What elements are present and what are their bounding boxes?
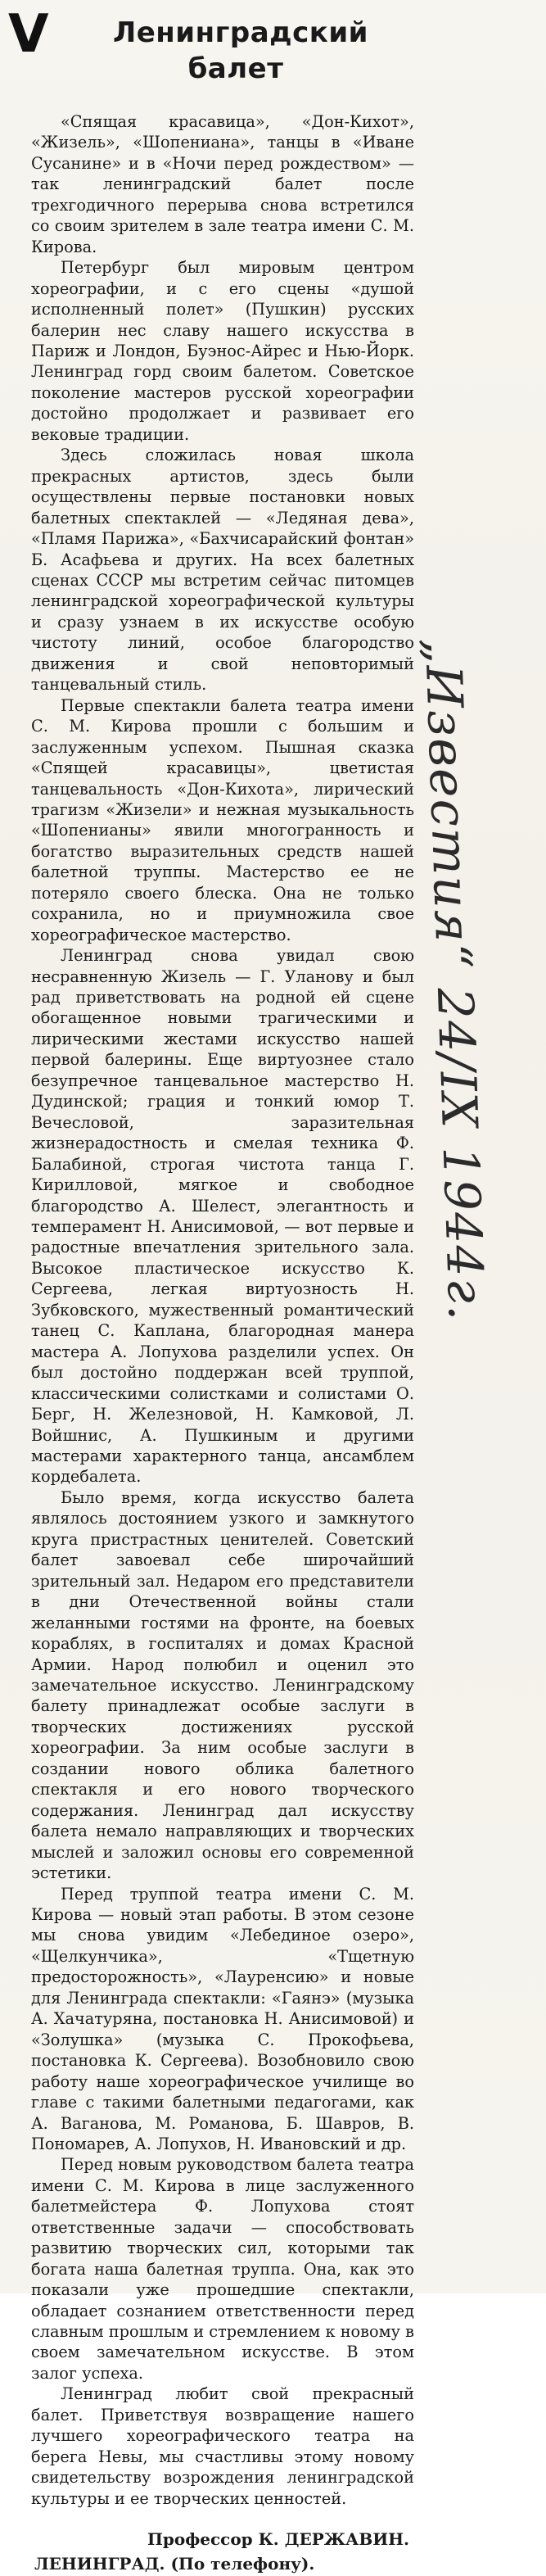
paragraph: Здесь сложилась новая школа прекрасных артистов, здесь были осуществлены первые постановки новых балетных спектаклей — «Ледяная дева», «Пламя Парижа», «Бахчисарайский фонтан» Б. Асафьева и других. На всех балетных сценах СССР мы встретим сейчас питомцев ленинградской хореографической культуры и сразу узнаем в их искусстве особую чистоту линий, особое благородство движения и свой неповторимый танцевальный стиль. <box>31 446 414 695</box>
paragraph: «Спящая красавица», «Дон-Кихот», «Жизель», «Шопениана», танцы в «Иване Сусанине» и в «Ночи перед рождеством» — так ленинградский балет после трехгодичного перерыва снова встретился со своим зрителем в зале театра имени С. М. Кирова. <box>31 112 414 256</box>
paragraph: Было время, когда искусство балета являлось достоянием узкого и замкнутого круга пристрастных ценителей. Советский балет завоевал себе широчайший зрительный зал. Недаром его представители в дни Отечественной войны стали желанными гостями на фронте, на боевых кораблях, в госпиталях и домах Красной Армии. Народ полюбил и оценил это замечательное искусство. Ленинградскому балету принадлежат особые заслуги в творческих достижениях русской хореографии. За ним особые заслуги в создании нового облика балетного спектакля и его нового творческого содержания. Ленинград дал искусству балета немало направляющих и творческих мыслей и заложил основы его современной эстетики. <box>31 1487 414 1883</box>
article-body <box>31 111 414 2509</box>
paragraph: Первые спектакли балета театра имени С. М. Кирова прошли с большим и заслуженным успехом. Пышная сказка «Спящей красавицы», цветистая танцевальность «Дон-Кихота», лирический трагизм «Жизели» и нежная музыкальность «Шопенианы» явили многогранность и богатство выразительных средств нашей балетной труппы. Мастерство ее не потеряло своего блеска. Она не только сохранила, но и приумножила свое хореографическое мастерство. <box>31 695 414 944</box>
paragraph: Петербург был мировым центром хореографии, и с его сцены «душой исполненный полет» (Пушкин) русских балерин нес славу нашего искусства в Париж и Лондон, Буэнос-Айрес и Нью-Йорк. Ленинград горд своим балетом. Советское поколение мастеров русской хореографии достойно продолжает и развивает его вековые традиции. <box>31 258 414 444</box>
headline-line-1: Ленинградский <box>113 16 368 49</box>
paragraph: Перед труппой театра имени С. М. Кирова — новый этап работы. В этом сезоне мы снова увидим «Лебединое озеро», «Щелкунчика», «Тщетную предосторожность», «Лауренсию» и новые для Ленинграда спектакли: «Гаянэ» (музыка А. Хачатуряна, постановка Н. Анисимовой) и «Золушка» (музыка С. Прокофьева, постановка К. Сергеева). Возобновило свою работу наше хореографическое училище во главе с такими балетными педагогами, как А. Ваганова, М. Романова, Б. Шавров, В. Пономарев, А. Лопухов, Н. Ивановский и др. <box>31 1884 414 2153</box>
headline-line-2: балет <box>187 52 284 85</box>
corner-check-mark: V <box>8 4 49 65</box>
headline <box>113 15 368 87</box>
handwritten-source-note: „Известия“ 24/IX 1944г. <box>413 636 495 1323</box>
article-column <box>31 11 414 2576</box>
paragraph: Ленинград любит свой прекрасный балет. Приветствуя возвращение нашего лучшего хореографического театра на берега Невы, мы счастливы этому новому свидетельству возрождения ленинградской культуры и ее творческих ценностей. <box>31 2384 414 2508</box>
author-signature: Профессор К. ДЕРЖАВИН. <box>147 2529 409 2550</box>
paragraph: Перед новым руководством балета театра имени С. М. Кирова в лице заслуженного балетмейстера Ф. Лопухова стоят ответственные задачи — способствовать развитию творческих сил, которыми так богата наша балетная труппа. Она, как это показали уже прошедшие спектакли, обладает сознанием ответственности перед славным прошлым и стремлением к новому в своем замечательном искусстве. В этом залог успеха. <box>31 2155 414 2383</box>
paragraph: Ленинград снова увидал свою несравненную Жизель — Г. Уланову и был рад приветствовать на родной ей сцене обогащенное новыми трагическими и лирическими жестами искусство нашей первой балерины. Еще виртуознее стало безупречное танцевальное мастерство Н. Дудинской; грация и тонкий юмор Т. Вечесловой, заразительная жизнерадостность и смелая техника Ф. Балабиной, строгая чистота танца Г. Кирилловой, мягкое и свободное благородство А. Шелест, элегантность и темперамент Н. Анисимовой, — вот первые и радостные впечатления зрительного зала. Высокое пластическое искусство К. Сергеева, легкая виртуозность Н. Зубковского, мужественный романтический танец С. Каплана, благородная манера мастера А. Лопухова разделили успех. Он был достойно поддержан всей труппой, классическими солистками и солистами О. Берг, Н. Железновой, Н. Камковой, Л. Войшнис, А. Пушкиным и другими мастерами характерного танца, ансамблем кордебалета. <box>31 946 414 1487</box>
dateline: ЛЕНИНГРАД. (По телефону). <box>34 2554 315 2574</box>
